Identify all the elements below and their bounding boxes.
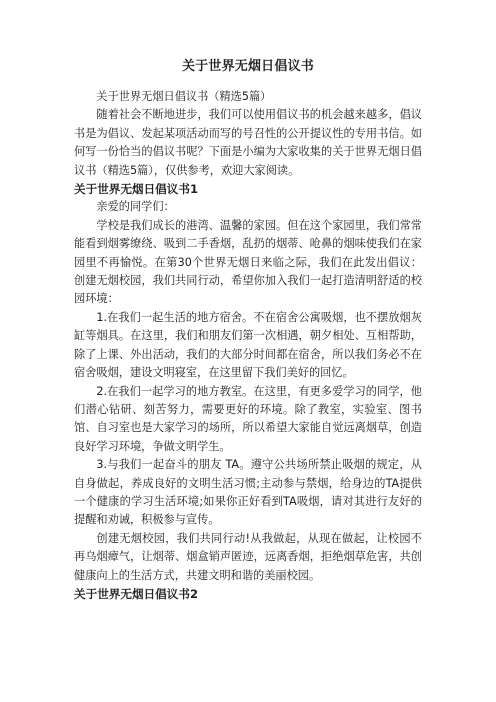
body-paragraph-2: 1.在我们一起生活的地方宿舍。不在宿舍公寓吸烟，也不摆放烟灰缸等烟具。在这里，我们和朋友们第一次相遇，朝夕相处、互相帮助，除了上课、外出活动，我们的大部分时间都在宿舍，所以我们务必不在宿舍吸烟，建设文明寝室，在这里留下我们美好的回忆。 xyxy=(74,310,422,380)
intro-paragraph: 随着社会不断地进步，我们可以使用倡议书的机会越来越多，倡议书是为倡议、发起某项活动而写的号召性的公开提议性的专用书信。如何写一份恰当的倡议书呢？下面是小编为大家收集的关于世界无烟日倡议书（精选5篇），仅供参考，欢迎大家阅读。 xyxy=(74,108,422,177)
section-heading-2: 关于世界无烟日倡议书2 xyxy=(74,586,199,601)
body-paragraph-4: 3.与我们一起奋斗的朋友 TA。遵守公共场所禁止吸烟的规定，从自身做起，养成良好的文明生活习惯;主动参与禁烟，给身边的TA提供一个健康的学习生活环境;如果你正好看到TA吸烟，请对其进行友好的提醒和劝诫，积极参与宣传。 xyxy=(74,458,422,527)
body-paragraph-1: 学校是我们成长的港湾、温馨的家园。但在这个家园里，我们常常能看到烟雾缭绕、吸到二手香烟，乱扔的烟蒂、呛鼻的烟味使我们在家园里不再愉悦。在第30个世界无烟日来临之际，我们在此发出倡议：创建无烟校园，我们共同行动，希望你加入我们一起打造清明舒适的校园环境： xyxy=(74,218,422,306)
body-paragraph-3: 2.在我们一起学习的地方教室。在这里，有更多爱学习的同学，他们潜心钻研、刻苦努力，需要更好的环境。除了教室，实验室、图书馆、自习室也是大家学习的场所，所以希望大家能自觉远离烟草，创造良好学习环境，争做文明学生。 xyxy=(74,384,422,453)
section-heading-1: 关于世界无烟日倡议书1 xyxy=(74,182,199,197)
greeting-paragraph: 亲爱的同学们： xyxy=(96,200,175,214)
document-body xyxy=(74,58,422,603)
body-paragraph-5: 创建无烟校园，我们共同行动!从我做起，从现在做起，让校园不再乌烟瘴气，让烟蒂、烟盒销声匿迹，远离香烟，拒绝烟草危害，共创健康向上的生活方式，共建文明和谐的美丽校园。 xyxy=(74,531,422,582)
subtitle-line: 关于世界无烟日倡议书（精选5篇） xyxy=(96,90,272,103)
document-title: 关于世界无烟日倡议书 xyxy=(181,59,314,74)
